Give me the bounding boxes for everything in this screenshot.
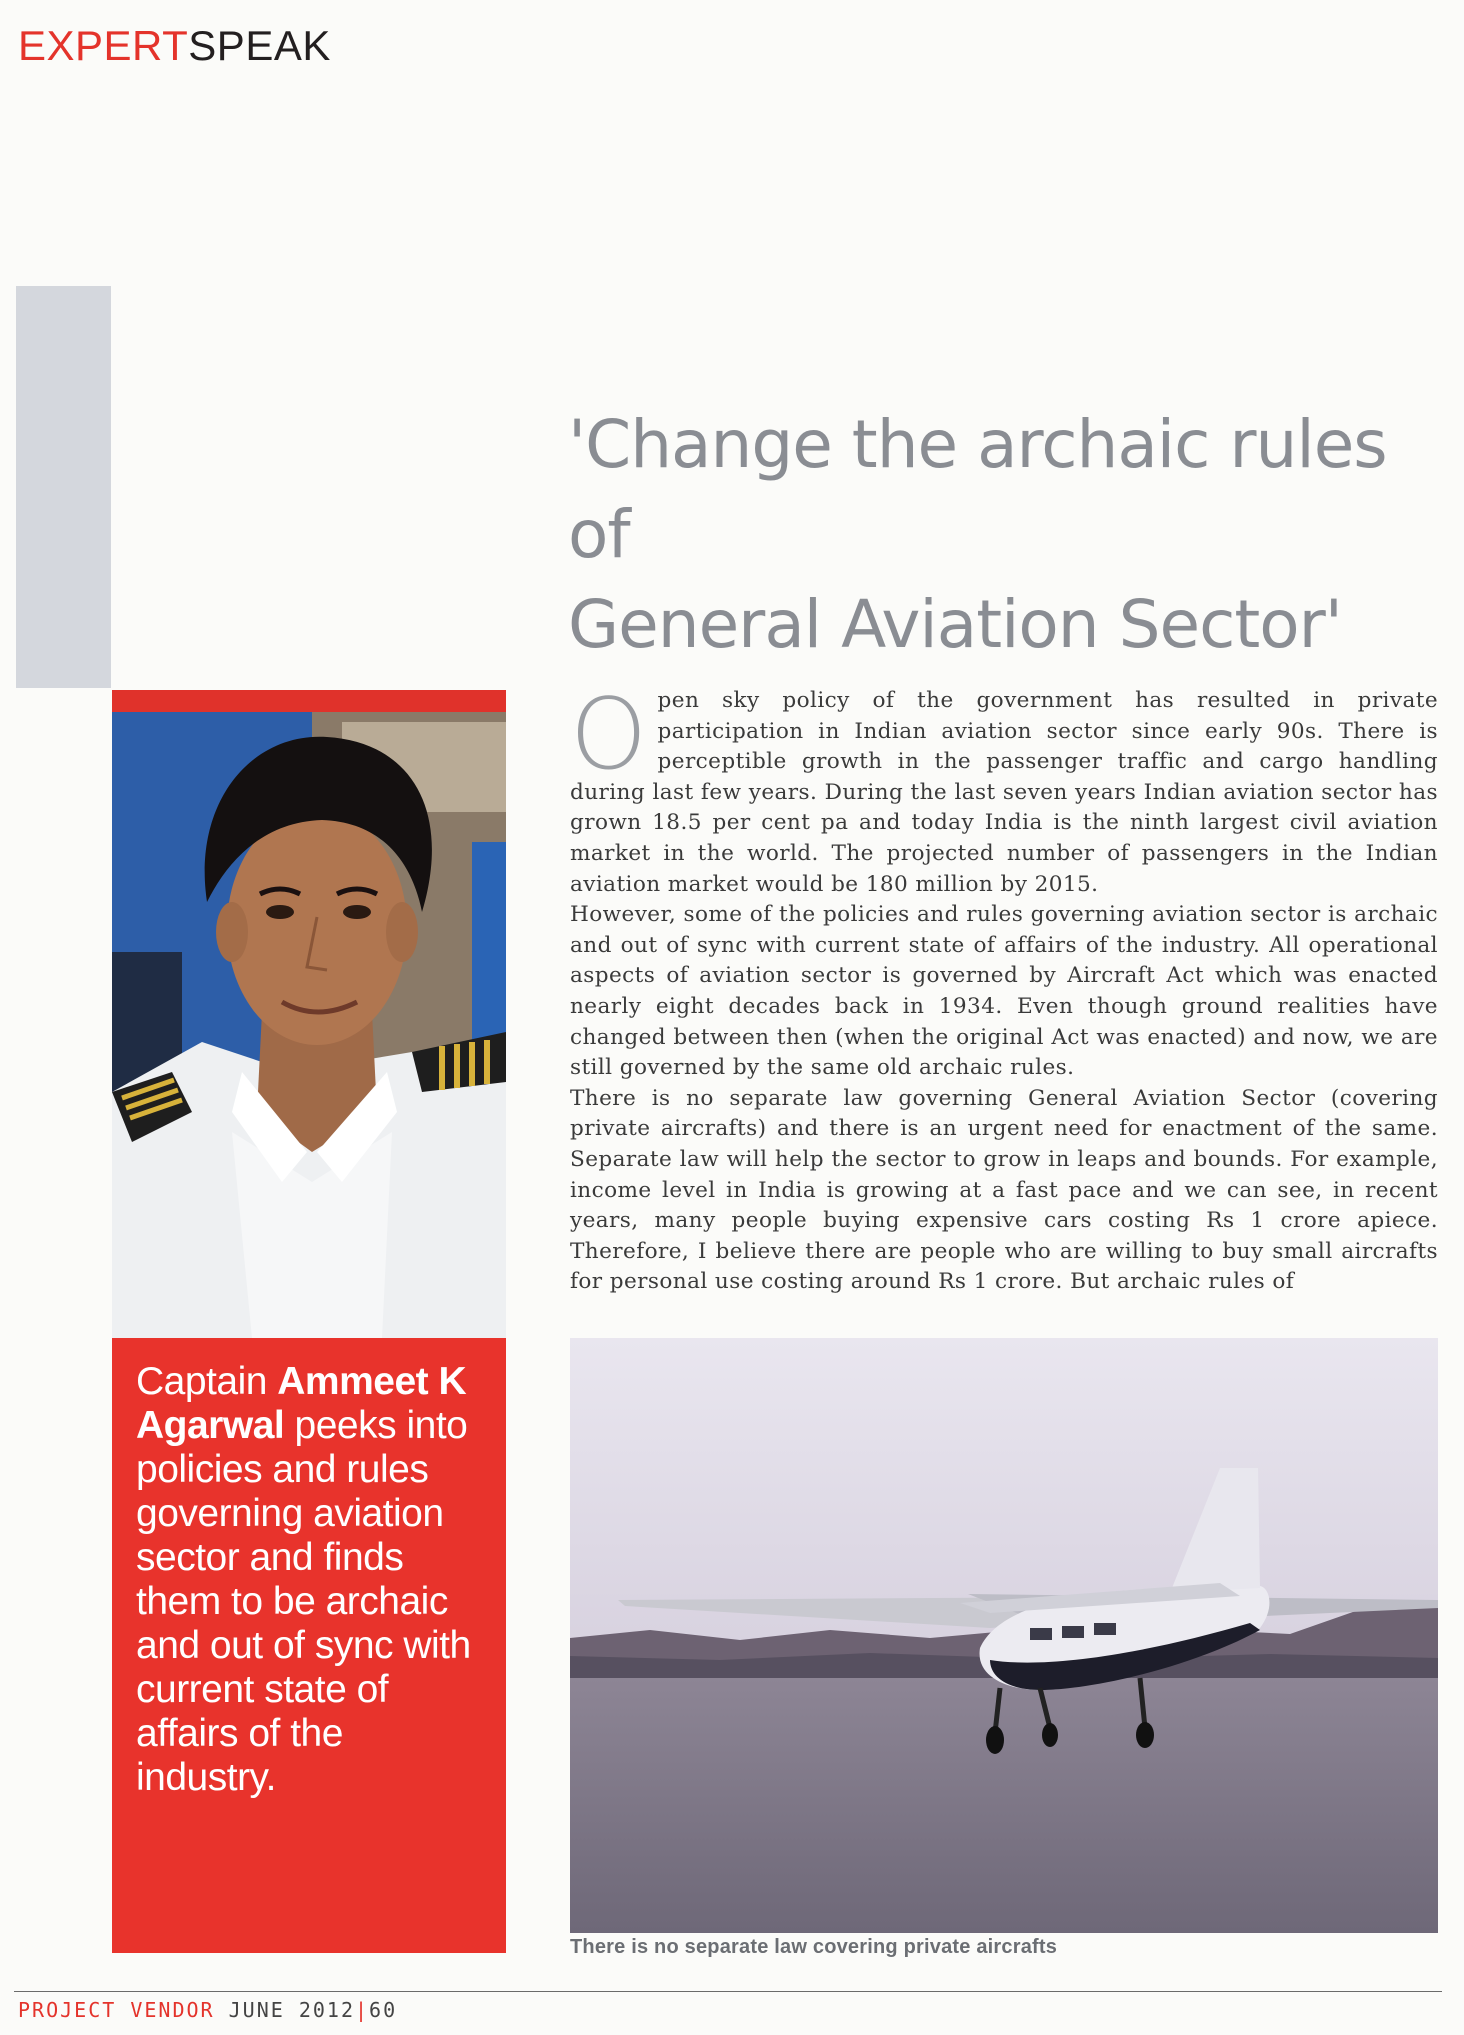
footer-page-number: 60: [369, 1998, 398, 2022]
article-paragraph-1: pen sky policy of the government has resulted in private participation in Indian aviation sector since early 90s. There is perceptible growth in the passenger traffic and cargo handling during last few years. During the last seven years Indian aviation sector has grown 18.5 per cent pa and today India is the ninth largest civil aviation market in the world. The projected number of passengers in the Indian aviation market would be 180 million by 2015.: [570, 688, 1438, 897]
portrait-illustration: [112, 712, 506, 1338]
article-paragraph-3: There is no separate law governing General Aviation Sector (covering private aircrafts) and there is an urgent need for enactment of the same. Separate law will help the sector to grow in leaps and bounds. For example, income level in India is growing at a fast pace and we can see, in recent years, many people buying expensive cars costing Rs 1 crore apiece. Therefore, I believe there are people who are willing to buy small aircrafts for personal use costing around Rs 1 crore. But archaic rules of: [570, 1085, 1438, 1295]
author-intro-box: [112, 1338, 506, 1953]
intro-prefix: Captain: [136, 1360, 278, 1403]
aircraft-photo: [570, 1338, 1438, 1933]
section-label-speak: SPEAK: [188, 22, 331, 69]
footer-separator: |: [355, 1998, 370, 2022]
footer-magazine-name: PROJECT VENDOR: [18, 1998, 215, 2022]
headline: [568, 400, 1438, 670]
intro-rest: peeks into policies and rules governing aviation sector and finds them to be archaic and out of sync with current state of affairs of the industry.: [136, 1404, 471, 1799]
author-intro-text: [136, 1360, 486, 1800]
decorative-grey-bar: [16, 286, 111, 688]
section-label: [18, 22, 331, 70]
article-paragraph-2: However, some of the policies and rules governing aviation sector is archaic and out of sync with current state of affairs of the industry. All operational aspects of aviation sector is governed by Aircraft Act which was enacted nearly eight decades back in 1934. Even though ground realities have changed between then (when the original Act was enacted) and now, we are still governed by the same old archaic rules.: [570, 902, 1438, 1081]
section-label-expert: EXPERT: [18, 22, 189, 69]
footer-rule: [14, 1991, 1442, 1992]
headline-line-1: 'Change the archaic rules of: [568, 406, 1387, 573]
headline-line-2: General Aviation Sector': [568, 586, 1342, 663]
aircraft-illustration: [570, 1338, 1438, 1933]
red-accent-stripe: [112, 690, 506, 712]
article-body: [570, 678, 1438, 1298]
author-name: Ammeet K Agarwal: [136, 1360, 467, 1447]
author-portrait-photo: [112, 712, 506, 1338]
footer-issue-date: JUNE 2012: [214, 1998, 355, 2022]
drop-cap: O: [570, 678, 648, 792]
page-footer: [18, 1998, 397, 2022]
photo-caption: There is no separate law covering private aircrafts: [570, 1936, 1058, 1958]
